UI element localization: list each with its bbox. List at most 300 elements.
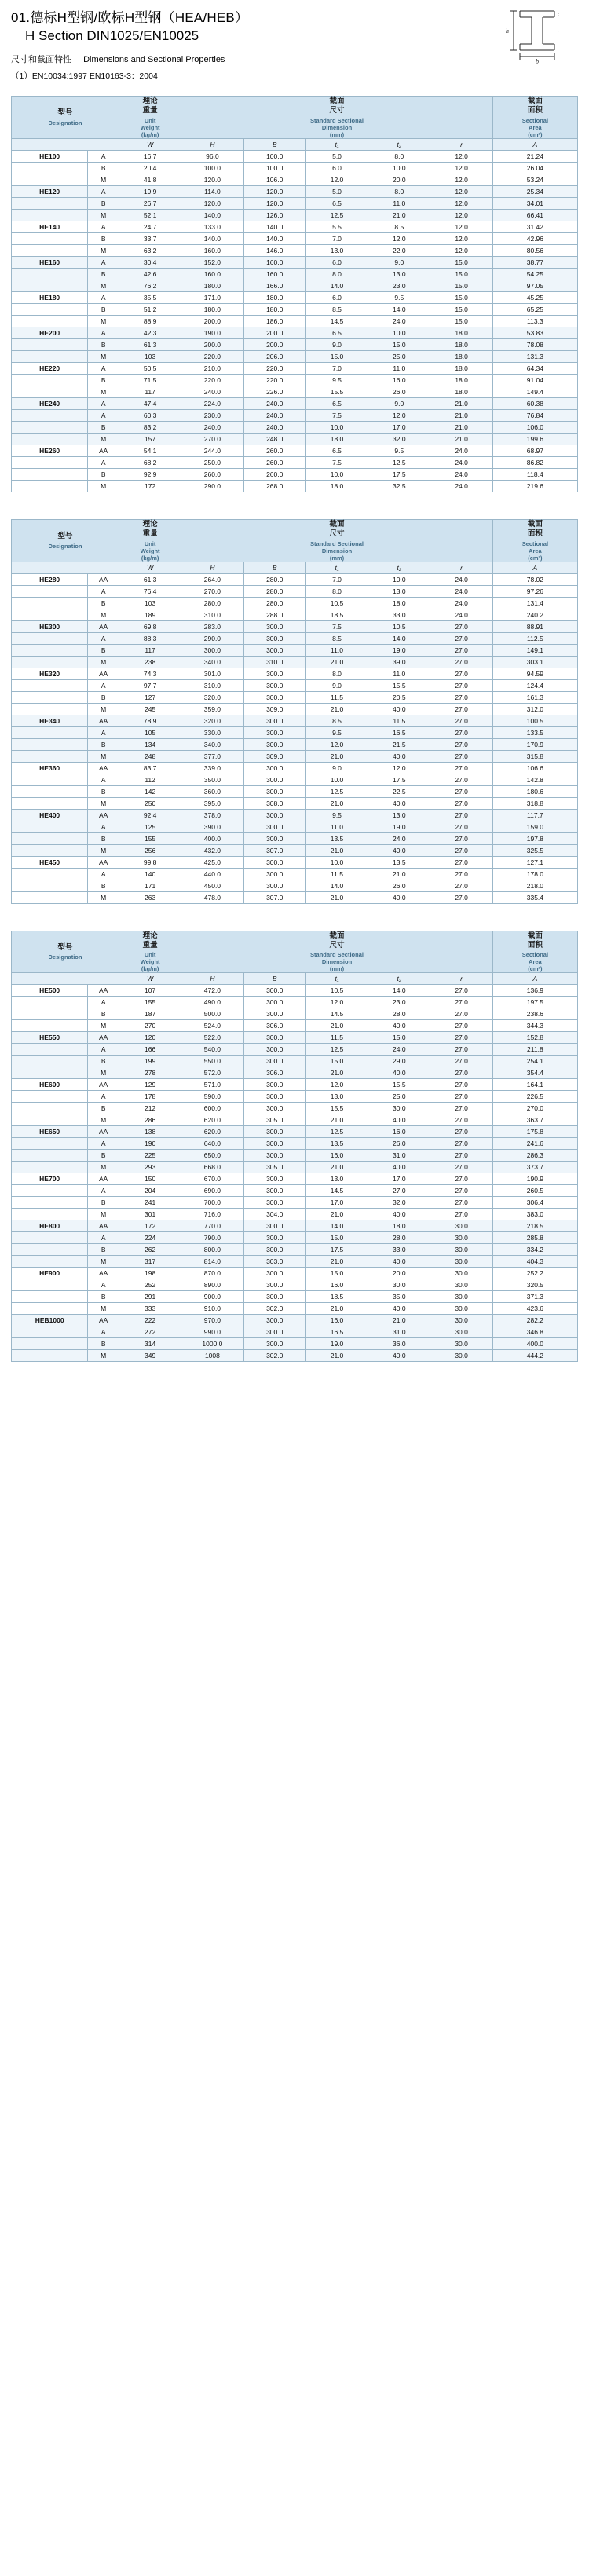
cell-b: 300.0: [243, 1232, 305, 1244]
cell-subtype: M: [88, 174, 119, 185]
cell-h: 224.0: [181, 397, 243, 409]
cell-area: 197.8: [492, 832, 577, 844]
cell-r: 27.0: [430, 620, 492, 632]
cell-h: 500.0: [181, 1008, 243, 1020]
cell-subtype: M: [88, 703, 119, 715]
cell-unit-weight: 166: [119, 1044, 181, 1056]
spec-table: [11, 931, 578, 1363]
col-header-area: 截面 面积 Sectional Area (cm²): [492, 931, 577, 973]
cell-area: 286.3: [492, 1150, 577, 1162]
cell-subtype: M: [88, 209, 119, 221]
cell-b: 302.0: [243, 1303, 305, 1315]
cell-designation: [12, 232, 88, 244]
cell-designation: HE220: [12, 362, 88, 374]
cell-t2: 26.0: [368, 1138, 430, 1150]
table-row: [12, 268, 578, 280]
symbol-1: H: [181, 973, 243, 985]
cell-area: 45.25: [492, 291, 577, 303]
cell-h: 180.0: [181, 303, 243, 315]
cell-area: 97.26: [492, 585, 577, 597]
cell-unit-weight: 54.1: [119, 445, 181, 456]
cell-b: 300.0: [243, 1091, 305, 1103]
cell-t1: 18.0: [305, 480, 368, 492]
cell-designation: HEB1000: [12, 1315, 88, 1326]
cell-t1: 12.5: [305, 1126, 368, 1138]
cell-t2: 21.0: [368, 1315, 430, 1326]
cell-unit-weight: 71.5: [119, 374, 181, 386]
cell-b: 300.0: [243, 1150, 305, 1162]
cell-r: 27.0: [430, 750, 492, 762]
cell-t1: 8.5: [305, 715, 368, 726]
cell-area: 170.9: [492, 738, 577, 750]
cell-subtype: M: [88, 350, 119, 362]
cell-r: 27.0: [430, 774, 492, 785]
cell-t2: 28.0: [368, 1232, 430, 1244]
cell-h: 301.0: [181, 668, 243, 679]
cell-unit-weight: 278: [119, 1067, 181, 1079]
spec-table: [11, 519, 578, 904]
cell-t1: 13.0: [305, 1173, 368, 1185]
cell-h: 283.0: [181, 620, 243, 632]
cell-h: 650.0: [181, 1150, 243, 1162]
cell-area: 131.3: [492, 350, 577, 362]
cell-t1: 9.5: [305, 726, 368, 738]
cell-designation: [12, 1114, 88, 1126]
cell-area: 34.01: [492, 197, 577, 209]
col-header-dimension: 截面 尺寸 Standard Sectional Dimension (mm): [181, 931, 492, 973]
spec-table: [11, 96, 578, 492]
cell-r: 30.0: [430, 1303, 492, 1315]
symbol-blank: [12, 973, 119, 985]
cell-h: 160.0: [181, 268, 243, 280]
cell-subtype: AA: [88, 1268, 119, 1279]
cell-t2: 9.5: [368, 445, 430, 456]
cell-subtype: B: [88, 1338, 119, 1350]
cell-designation: [12, 1067, 88, 1079]
cell-b: 300.0: [243, 1197, 305, 1209]
cell-designation: [12, 585, 88, 597]
cell-h: 395.0: [181, 797, 243, 809]
cell-b: 300.0: [243, 1138, 305, 1150]
cell-designation: HE120: [12, 185, 88, 197]
table-row: [12, 762, 578, 774]
cell-designation: [12, 1256, 88, 1268]
cell-designation: [12, 1326, 88, 1338]
cell-subtype: B: [88, 303, 119, 315]
cell-designation: [12, 1008, 88, 1020]
cell-designation: [12, 726, 88, 738]
cell-unit-weight: 241: [119, 1197, 181, 1209]
cell-t1: 15.0: [305, 350, 368, 362]
cell-area: 97.05: [492, 280, 577, 291]
cell-area: 180.6: [492, 785, 577, 797]
table-row: [12, 421, 578, 433]
cell-subtype: AA: [88, 1220, 119, 1232]
cell-designation: HE260: [12, 445, 88, 456]
cell-t2: 23.0: [368, 280, 430, 291]
cell-area: 197.5: [492, 997, 577, 1008]
cell-subtype: AA: [88, 573, 119, 585]
cell-subtype: A: [88, 821, 119, 832]
cell-h: 339.0: [181, 762, 243, 774]
table-row: [12, 1173, 578, 1185]
cell-b: 300.0: [243, 1173, 305, 1185]
cell-b: 307.0: [243, 891, 305, 903]
table-row: [12, 162, 578, 174]
cell-t1: 11.5: [305, 1032, 368, 1044]
cell-unit-weight: 26.7: [119, 197, 181, 209]
cell-r: 15.0: [430, 280, 492, 291]
cell-h: 200.0: [181, 315, 243, 327]
cell-area: 86.82: [492, 456, 577, 468]
cell-b: 300.0: [243, 1185, 305, 1197]
cell-designation: [12, 174, 88, 185]
cell-t2: 28.0: [368, 1008, 430, 1020]
cell-h: 270.0: [181, 433, 243, 445]
cell-t1: 21.0: [305, 891, 368, 903]
cell-unit-weight: 83.7: [119, 762, 181, 774]
table-row: [12, 891, 578, 903]
cell-b: 308.0: [243, 797, 305, 809]
table-row: [12, 997, 578, 1008]
cell-b: 300.0: [243, 1056, 305, 1067]
cell-subtype: A: [88, 997, 119, 1008]
cell-subtype: M: [88, 1114, 119, 1126]
cell-t1: 10.0: [305, 774, 368, 785]
cell-t1: 14.5: [305, 1008, 368, 1020]
cell-b: 160.0: [243, 268, 305, 280]
cell-designation: [12, 1279, 88, 1291]
cell-b: 300.0: [243, 880, 305, 891]
cell-r: 27.0: [430, 1173, 492, 1185]
cell-h: 290.0: [181, 632, 243, 644]
cell-t1: 10.0: [305, 468, 368, 480]
cell-unit-weight: 107: [119, 985, 181, 997]
symbol-6: A: [492, 973, 577, 985]
cell-r: 30.0: [430, 1232, 492, 1244]
cell-unit-weight: 74.3: [119, 668, 181, 679]
cell-subtype: B: [88, 785, 119, 797]
cell-designation: HE200: [12, 327, 88, 338]
cell-h: 220.0: [181, 350, 243, 362]
cell-b: 300.0: [243, 1103, 305, 1114]
cell-t1: 8.5: [305, 303, 368, 315]
cell-subtype: A: [88, 1185, 119, 1197]
cell-t1: 14.0: [305, 1220, 368, 1232]
cell-r: 18.0: [430, 338, 492, 350]
cell-area: 38.77: [492, 256, 577, 268]
cell-subtype: M: [88, 1256, 119, 1268]
cell-b: 300.0: [243, 691, 305, 703]
cell-unit-weight: 76.4: [119, 585, 181, 597]
cell-unit-weight: 142: [119, 785, 181, 797]
cell-h: 360.0: [181, 785, 243, 797]
cell-subtype: M: [88, 1303, 119, 1315]
table-row: [12, 1279, 578, 1291]
table-row: [12, 656, 578, 668]
cell-h: 640.0: [181, 1138, 243, 1150]
cell-h: 790.0: [181, 1232, 243, 1244]
cell-t1: 5.0: [305, 150, 368, 162]
cell-t1: 12.0: [305, 997, 368, 1008]
cell-r: 27.0: [430, 1209, 492, 1220]
cell-b: 240.0: [243, 421, 305, 433]
cell-subtype: AA: [88, 620, 119, 632]
cell-t2: 33.0: [368, 1244, 430, 1256]
cell-r: 27.0: [430, 997, 492, 1008]
table-row: [12, 1103, 578, 1114]
cell-r: 27.0: [430, 1008, 492, 1020]
cell-b: 260.0: [243, 456, 305, 468]
cell-unit-weight: 301: [119, 1209, 181, 1220]
cell-subtype: B: [88, 597, 119, 609]
cell-unit-weight: 61.3: [119, 573, 181, 585]
cell-unit-weight: 97.7: [119, 679, 181, 691]
cell-subtype: A: [88, 1232, 119, 1244]
cell-t2: 15.5: [368, 1079, 430, 1091]
page-title-en: H Section DIN1025/EN10025: [25, 27, 199, 43]
cell-designation: [12, 891, 88, 903]
cell-unit-weight: 187: [119, 1008, 181, 1020]
cell-subtype: B: [88, 832, 119, 844]
cell-b: 300.0: [243, 1032, 305, 1044]
cell-unit-weight: 35.5: [119, 291, 181, 303]
cell-unit-weight: 172: [119, 1220, 181, 1232]
cell-subtype: M: [88, 797, 119, 809]
table-row: [12, 1244, 578, 1256]
symbol-blank: [12, 562, 119, 573]
cell-area: 383.0: [492, 1209, 577, 1220]
cell-r: 24.0: [430, 609, 492, 620]
cell-r: 27.0: [430, 644, 492, 656]
cell-r: 27.0: [430, 679, 492, 691]
cell-unit-weight: 112: [119, 774, 181, 785]
table-row: [12, 632, 578, 644]
cell-r: 27.0: [430, 1103, 492, 1114]
cell-b: 300.0: [243, 644, 305, 656]
cell-subtype: B: [88, 232, 119, 244]
cell-designation: HE300: [12, 620, 88, 632]
cell-b: 160.0: [243, 256, 305, 268]
table-row: [12, 609, 578, 620]
cell-b: 300.0: [243, 715, 305, 726]
cell-unit-weight: 238: [119, 656, 181, 668]
cell-t1: 9.0: [305, 679, 368, 691]
cell-area: 190.9: [492, 1173, 577, 1185]
cell-designation: [12, 480, 88, 492]
cell-area: 354.4: [492, 1067, 577, 1079]
cell-designation: [12, 1056, 88, 1067]
cell-t2: 20.0: [368, 174, 430, 185]
cell-r: 15.0: [430, 256, 492, 268]
cell-area: 303.1: [492, 656, 577, 668]
cell-area: 142.8: [492, 774, 577, 785]
cell-unit-weight: 172: [119, 480, 181, 492]
cell-designation: HE650: [12, 1126, 88, 1138]
cell-r: 27.0: [430, 1044, 492, 1056]
cell-b: 300.0: [243, 868, 305, 880]
cell-t2: 11.5: [368, 715, 430, 726]
cell-r: 15.0: [430, 303, 492, 315]
cell-unit-weight: 263: [119, 891, 181, 903]
cell-b: 300.0: [243, 679, 305, 691]
cell-t1: 11.0: [305, 644, 368, 656]
cell-h: 96.0: [181, 150, 243, 162]
cell-designation: [12, 197, 88, 209]
cell-t2: 13.0: [368, 585, 430, 597]
cell-subtype: M: [88, 844, 119, 856]
cell-r: 27.0: [430, 1126, 492, 1138]
spec-table-block: [11, 519, 578, 904]
table-row: [12, 433, 578, 445]
cell-t1: 6.5: [305, 445, 368, 456]
col-header-area: 截面 面积 Sectional Area (cm²): [492, 97, 577, 139]
cell-b: 300.0: [243, 856, 305, 868]
cell-subtype: M: [88, 433, 119, 445]
cell-area: 149.1: [492, 644, 577, 656]
cell-area: 100.5: [492, 715, 577, 726]
cell-r: 30.0: [430, 1291, 492, 1303]
table-row: [12, 668, 578, 679]
cell-designation: HE320: [12, 668, 88, 679]
cell-area: 335.4: [492, 891, 577, 903]
cell-t1: 15.5: [305, 386, 368, 397]
cell-t1: 10.0: [305, 856, 368, 868]
cell-designation: [12, 679, 88, 691]
symbol-0: W: [119, 973, 181, 985]
cell-t2: 13.0: [368, 809, 430, 821]
cell-area: 199.6: [492, 433, 577, 445]
table-row: [12, 703, 578, 715]
cell-h: 970.0: [181, 1315, 243, 1326]
cell-b: 106.0: [243, 174, 305, 185]
cell-h: 378.0: [181, 809, 243, 821]
cell-t2: 9.5: [368, 291, 430, 303]
cell-designation: HE160: [12, 256, 88, 268]
cell-designation: [12, 1350, 88, 1362]
cell-t2: 31.0: [368, 1150, 430, 1162]
cell-r: 18.0: [430, 350, 492, 362]
cell-t1: 12.5: [305, 785, 368, 797]
cell-r: 24.0: [430, 480, 492, 492]
cell-unit-weight: 224: [119, 1232, 181, 1244]
cell-subtype: A: [88, 585, 119, 597]
cell-unit-weight: 92.9: [119, 468, 181, 480]
cell-r: 15.0: [430, 291, 492, 303]
cell-unit-weight: 150: [119, 1173, 181, 1185]
table-row: [12, 1032, 578, 1044]
cell-unit-weight: 199: [119, 1056, 181, 1067]
cell-subtype: AA: [88, 445, 119, 456]
cell-r: 30.0: [430, 1279, 492, 1291]
cell-r: 27.0: [430, 1185, 492, 1197]
cell-area: 315.8: [492, 750, 577, 762]
cell-t1: 12.0: [305, 174, 368, 185]
table-row: [12, 221, 578, 232]
cell-area: 371.3: [492, 1291, 577, 1303]
cell-designation: [12, 597, 88, 609]
cell-t1: 17.5: [305, 1244, 368, 1256]
cell-t2: 16.0: [368, 374, 430, 386]
cell-designation: [12, 1044, 88, 1056]
cell-t1: 8.5: [305, 632, 368, 644]
cell-area: 31.42: [492, 221, 577, 232]
cell-subtype: AA: [88, 856, 119, 868]
cell-unit-weight: 76.2: [119, 280, 181, 291]
cell-unit-weight: 117: [119, 644, 181, 656]
cell-b: 146.0: [243, 244, 305, 256]
cell-unit-weight: 19.9: [119, 185, 181, 197]
table-row: [12, 856, 578, 868]
cell-t1: 6.0: [305, 256, 368, 268]
cell-r: 12.0: [430, 209, 492, 221]
table-row: [12, 397, 578, 409]
cell-b: 100.0: [243, 162, 305, 174]
cell-unit-weight: 198: [119, 1268, 181, 1279]
cell-h: 814.0: [181, 1256, 243, 1268]
cell-designation: [12, 1338, 88, 1350]
cell-t1: 18.0: [305, 433, 368, 445]
cell-h: 300.0: [181, 644, 243, 656]
cell-b: 220.0: [243, 374, 305, 386]
cell-subtype: M: [88, 656, 119, 668]
cell-designation: [12, 386, 88, 397]
cell-b: 300.0: [243, 1126, 305, 1138]
cell-r: 27.0: [430, 785, 492, 797]
cell-area: 260.5: [492, 1185, 577, 1197]
cell-t1: 6.5: [305, 327, 368, 338]
cell-unit-weight: 92.4: [119, 809, 181, 821]
cell-b: 300.0: [243, 1268, 305, 1279]
cell-unit-weight: 189: [119, 609, 181, 620]
cell-t1: 8.0: [305, 585, 368, 597]
cell-area: 152.8: [492, 1032, 577, 1044]
cell-subtype: AA: [88, 1126, 119, 1138]
table-row: [12, 1008, 578, 1020]
cell-h: 377.0: [181, 750, 243, 762]
cell-unit-weight: 171: [119, 880, 181, 891]
cell-h: 700.0: [181, 1197, 243, 1209]
symbol-6: A: [492, 562, 577, 573]
cell-unit-weight: 204: [119, 1185, 181, 1197]
cell-h: 350.0: [181, 774, 243, 785]
cell-t1: 21.0: [305, 844, 368, 856]
table-row: [12, 868, 578, 880]
page-header: [11, 8, 578, 83]
cell-designation: [12, 1185, 88, 1197]
cell-area: 254.1: [492, 1056, 577, 1067]
cell-b: 300.0: [243, 620, 305, 632]
cell-area: 306.4: [492, 1197, 577, 1209]
symbol-5: r: [430, 138, 492, 150]
table-row: [12, 1138, 578, 1150]
cell-r: 27.0: [430, 691, 492, 703]
cell-t2: 24.0: [368, 832, 430, 844]
cell-t2: 17.5: [368, 468, 430, 480]
cell-t1: 14.0: [305, 280, 368, 291]
cell-designation: [12, 303, 88, 315]
cell-unit-weight: 120: [119, 1032, 181, 1044]
table-row: [12, 644, 578, 656]
cell-subtype: AA: [88, 715, 119, 726]
cell-area: 325.5: [492, 844, 577, 856]
cell-r: 18.0: [430, 374, 492, 386]
table-row: [12, 150, 578, 162]
cell-area: 117.7: [492, 809, 577, 821]
table-row: [12, 1338, 578, 1350]
cell-h: 440.0: [181, 868, 243, 880]
cell-t1: 5.0: [305, 185, 368, 197]
